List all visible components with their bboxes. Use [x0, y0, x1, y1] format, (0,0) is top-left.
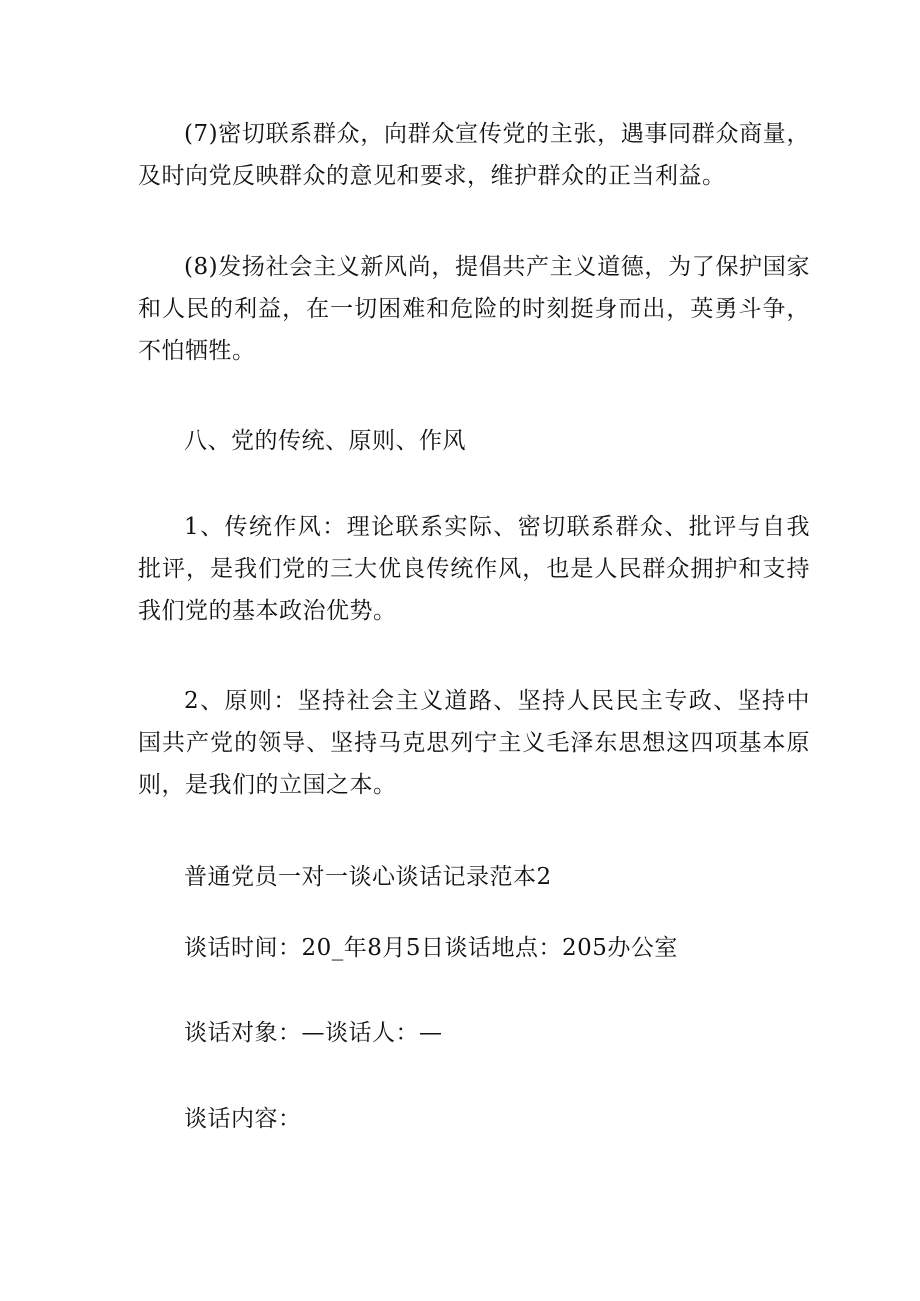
section-heading: 八、党的传统、原则、作风 — [184, 428, 466, 454]
paragraph-tradition: 1、传统作风：理论联系实际、密切联系群众、批评与自我批评，是我们党的三大优良传统作风，也是人民群众拥护和支持我们党的基本政治优势。 — [138, 514, 810, 624]
paragraph-principles: 2、原则：坚持社会主义道路、坚持人民民主专政、坚持中国共产党的领导、坚持马克思列宁主义毛泽东思想这四项基本原则，是我们的立国之本。 — [138, 688, 810, 798]
paragraph-item-8: (8)发扬社会主义新风尚，提倡共产主义道德，为了保护国家和人民的利益，在一切困难和危险的时刻挺身而出，英勇斗争，不怕牺牲。 — [138, 254, 810, 364]
record-title: 普通党员一对一谈心谈话记录范本2 — [184, 864, 552, 890]
paragraph-item-7: (7)密切联系群众，向群众宣传党的主张，遇事同群众商量，及时向党反映群众的意见和要求，维护群众的正当利益。 — [138, 121, 810, 189]
record-time-location: 谈话时间：20_年8月5日谈话地点：205办公室 — [184, 935, 678, 961]
record-content-label: 谈话内容： — [184, 1106, 302, 1132]
record-participants: 谈话对象：—谈话人：— — [184, 1020, 443, 1046]
